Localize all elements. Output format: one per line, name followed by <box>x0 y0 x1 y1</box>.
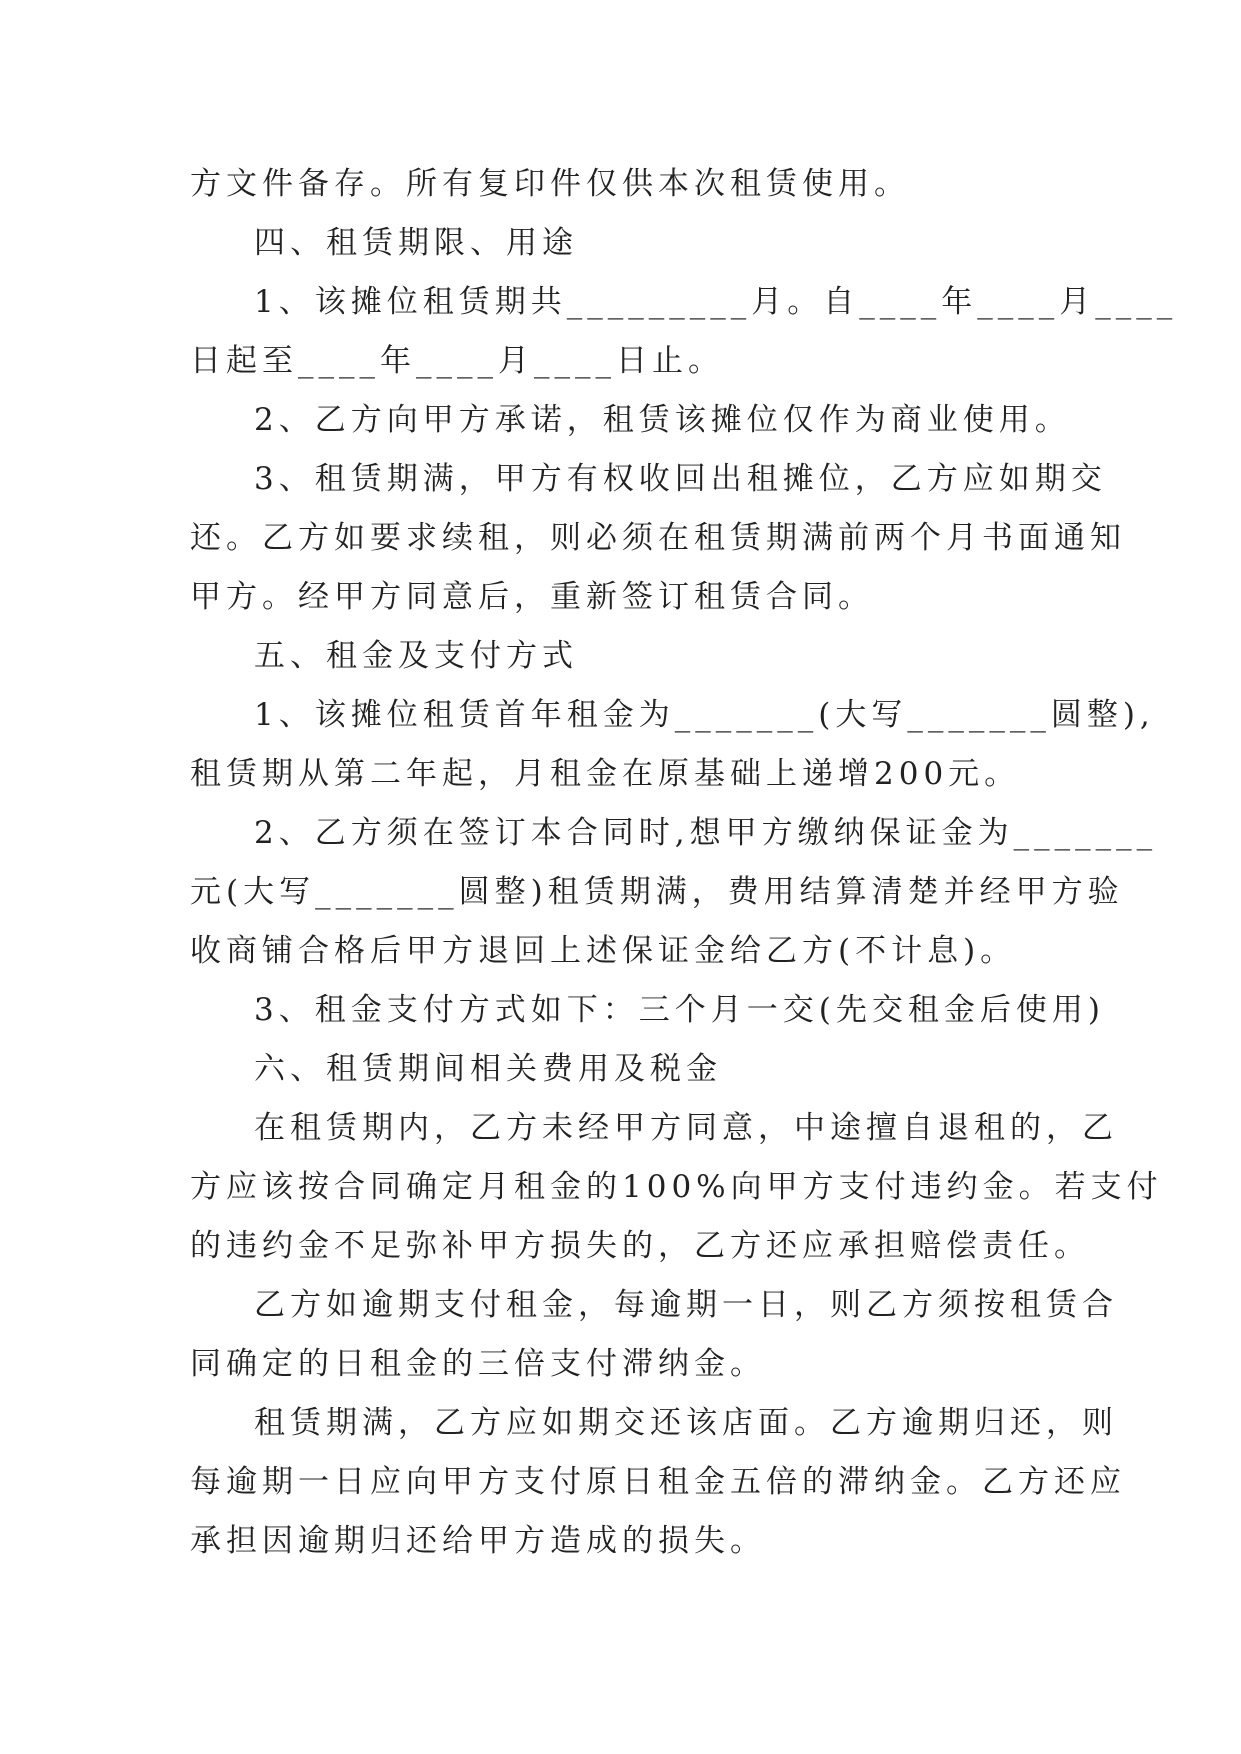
text-line: 租赁期从第二年起，月租金在原基础上递增200元。 <box>190 756 1021 792</box>
text-line: 在租赁期内，乙方未经甲方同意，中途擅自退租的，乙 <box>254 1110 1118 1146</box>
text-line: 乙方如逾期支付租金，每逾期一日，则乙方须按租赁合 <box>254 1287 1118 1323</box>
text-line: 还。乙方如要求续租，则必须在租赁期满前两个月书面通知 <box>190 520 1126 556</box>
text-line: 2、乙方须在签订本合同时,想甲方缴纳保证金为_______ <box>254 815 1158 851</box>
text-line: 承担因逾期归还给甲方造成的损失。 <box>190 1523 766 1559</box>
text-line: 甲方。经甲方同意后，重新签订租赁合同。 <box>190 579 874 615</box>
text-line: 同确定的日租金的三倍支付滞纳金。 <box>190 1346 766 1382</box>
text-line: 1、该摊位租赁期共_________月。自____年____月____ <box>254 284 1178 320</box>
text-line: 元(大写_______圆整)租赁期满，费用结算清楚并经甲方验 <box>190 874 1124 910</box>
text-line: 1、该摊位租赁首年租金为_______(大写_______圆整), <box>254 697 1155 733</box>
text-line: 每逾期一日应向甲方支付原日租金五倍的滞纳金。乙方还应 <box>190 1464 1126 1500</box>
section-heading: 六、租赁期间相关费用及税金 <box>254 1051 722 1087</box>
text-line: 收商铺合格后甲方退回上述保证金给乙方(不计息)。 <box>190 933 1017 969</box>
text-line: 3、租赁期满，甲方有权收回出租摊位，乙方应如期交 <box>254 461 1107 497</box>
text-line: 租赁期满，乙方应如期交还该店面。乙方逾期归还，则 <box>254 1405 1118 1441</box>
section-heading: 五、租金及支付方式 <box>254 638 578 674</box>
text-line: 方应该按合同确定月租金的100%向甲方支付违约金。若支付 <box>190 1169 1163 1205</box>
text-line: 3、租金支付方式如下：三个月一交(先交租金后使用) <box>254 992 1105 1028</box>
text-line: 的违约金不足弥补甲方损失的，乙方还应承担赔偿责任。 <box>190 1228 1090 1264</box>
text-line: 日起至____年____月____日止。 <box>190 343 724 379</box>
text-line: 方文件备存。所有复印件仅供本次租赁使用。 <box>190 166 910 202</box>
text-line: 2、乙方向甲方承诺，租赁该摊位仅作为商业使用。 <box>254 402 1071 438</box>
document-page <box>190 155 1178 1571</box>
section-heading: 四、租赁期限、用途 <box>254 225 578 261</box>
